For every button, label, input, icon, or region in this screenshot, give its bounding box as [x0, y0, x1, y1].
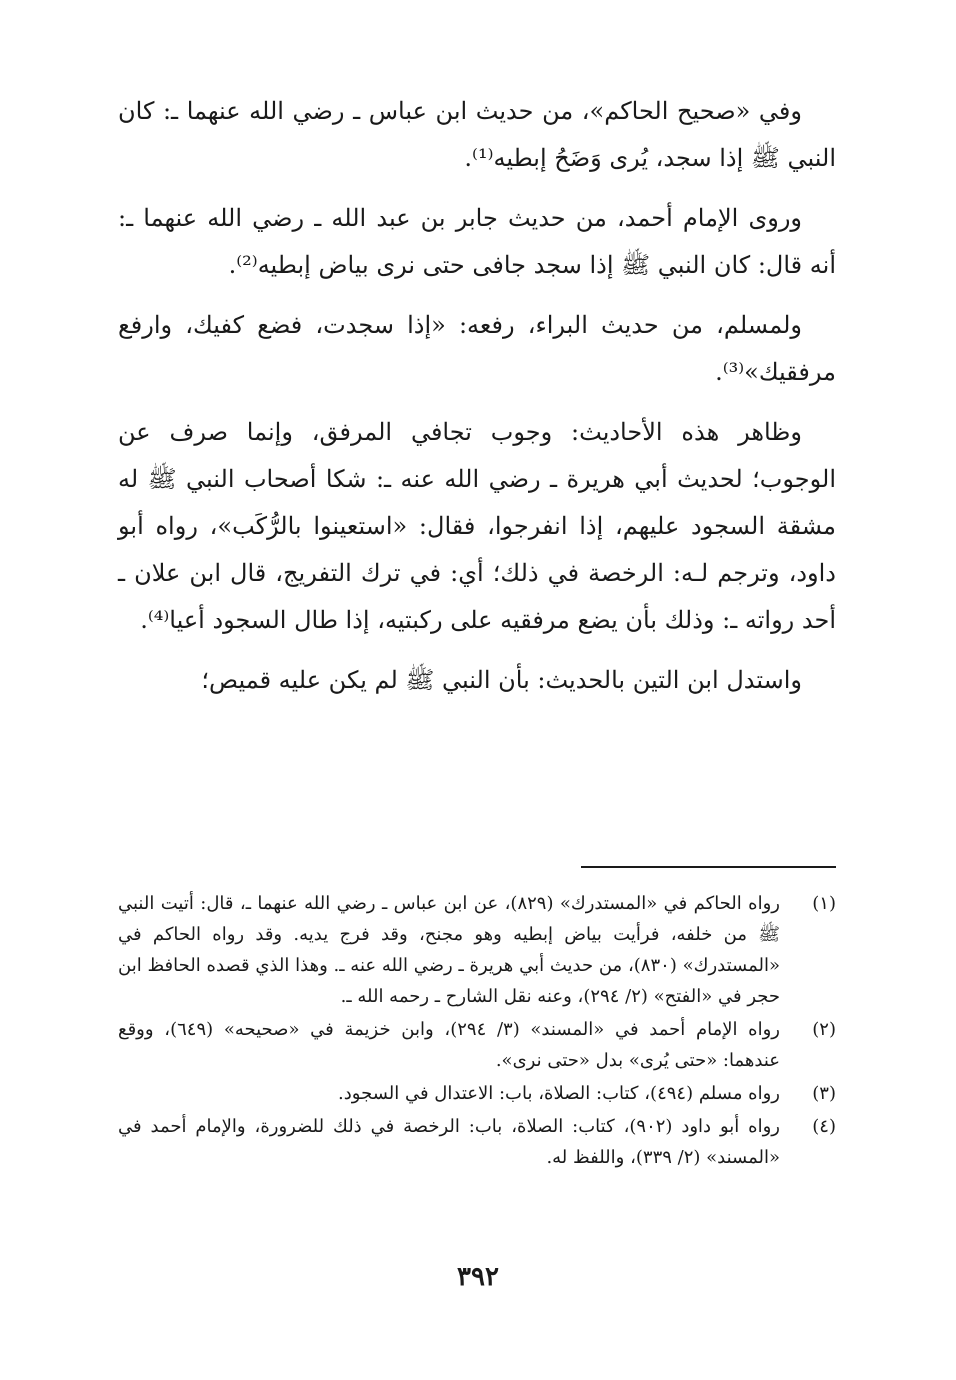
- footnote: [118, 1078, 836, 1109]
- paragraph: ولمسلم، من حديث البراء، رفعه: «إذا سجدت، فضع كفيك، وارفع مرفقيك»⁽³⁾.: [118, 311, 836, 386]
- footnote-text: رواه أبو داود (٩٠٢)، كتاب: الصلاة، باب: الرخصة في ذلك للضرورة، والإمام أحمد في «المسند» (٢/ ٣٣٩)، واللفظ له.: [118, 1116, 780, 1168]
- footnotes-section: [118, 840, 836, 1175]
- footnote-text: رواه الحاكم في «المستدرك» (٨٢٩)، عن ابن عباس ـ رضي الله عنهما ـ، قال: أتيت النبي ﷺ من خلفه، فرأيت بياض إبطيه وهو مجنح، وقد فرج يديه. وقد رواه الحاكم في «المستدرك» (٨٣٠)، من حديث أبي هريرة ـ رضي الله عنه ـ. وهذا الذي قصده الحافظ ابن حجر في «الفتح» (٢/ ٢٩٤)، وعنه نقل الشارح ـ رحمه الله ـ.: [118, 893, 780, 1007]
- paragraph: وظاهر هذه الأحاديث: وجوب تجافي المرفق، وإنما صرف عن الوجوب؛ لحديث أبي هريرة ـ رضي الله عنه ـ: شكا أصحاب النبي ﷺ له مشقة السجود عليهم، إذا انفرجوا، فقال: «استعينوا بالرُّكَب»، رواه أبو داود، وترجم لـه: الرخصة في ذلك؛ أي: في ترك التفريج، قال ابن علان ـ أحد رواته ـ: وذلك بأن يضع مرفقيه على ركبتيه، إذا طال السجود أعيا⁽⁴⁾.: [118, 418, 836, 634]
- paragraph: وفي «صحيح الحاكم»، من حديث ابن عباس ـ رضي الله عنهما ـ: كان النبي ﷺ إذا سجد، يُرى وَضَحُ إبطيه⁽¹⁾.: [118, 97, 836, 172]
- footnote-number: (٣): [812, 1083, 836, 1104]
- main-text: [118, 88, 836, 717]
- paragraph: واستدل ابن التين بالحديث: بأن النبي ﷺ لم يكن عليه قميص؛: [201, 666, 802, 694]
- footnote-text: رواه مسلم (٤٩٤)، كتاب: الصلاة، باب: الاعتدال في السجود.: [338, 1083, 780, 1104]
- footnote-number: (٢): [812, 1019, 836, 1040]
- footnote: [118, 1014, 836, 1076]
- footnote: [118, 1111, 836, 1173]
- footnote: [118, 888, 836, 1012]
- footnote-divider: [581, 866, 836, 868]
- footnote-text: رواه الإمام أحمد في «المسند» (٣/ ٢٩٤)، وابن خزيمة في «صحيحه» (٦٤٩)، ووقع عندهما: «حتى يُرى» بدل «حتى نرى».: [118, 1019, 780, 1071]
- footnote-number: (١): [812, 893, 836, 914]
- footnote-number: (٤): [812, 1116, 836, 1137]
- paragraph: وروى الإمام أحمد، من حديث جابر بن عبد الله ـ رضي الله عنهما ـ: أنه قال: كان النبي ﷺ إذا سجد جافى حتى نرى بياض إبطيه⁽²⁾.: [118, 204, 836, 279]
- page-number: ٣٩٢: [457, 1262, 499, 1292]
